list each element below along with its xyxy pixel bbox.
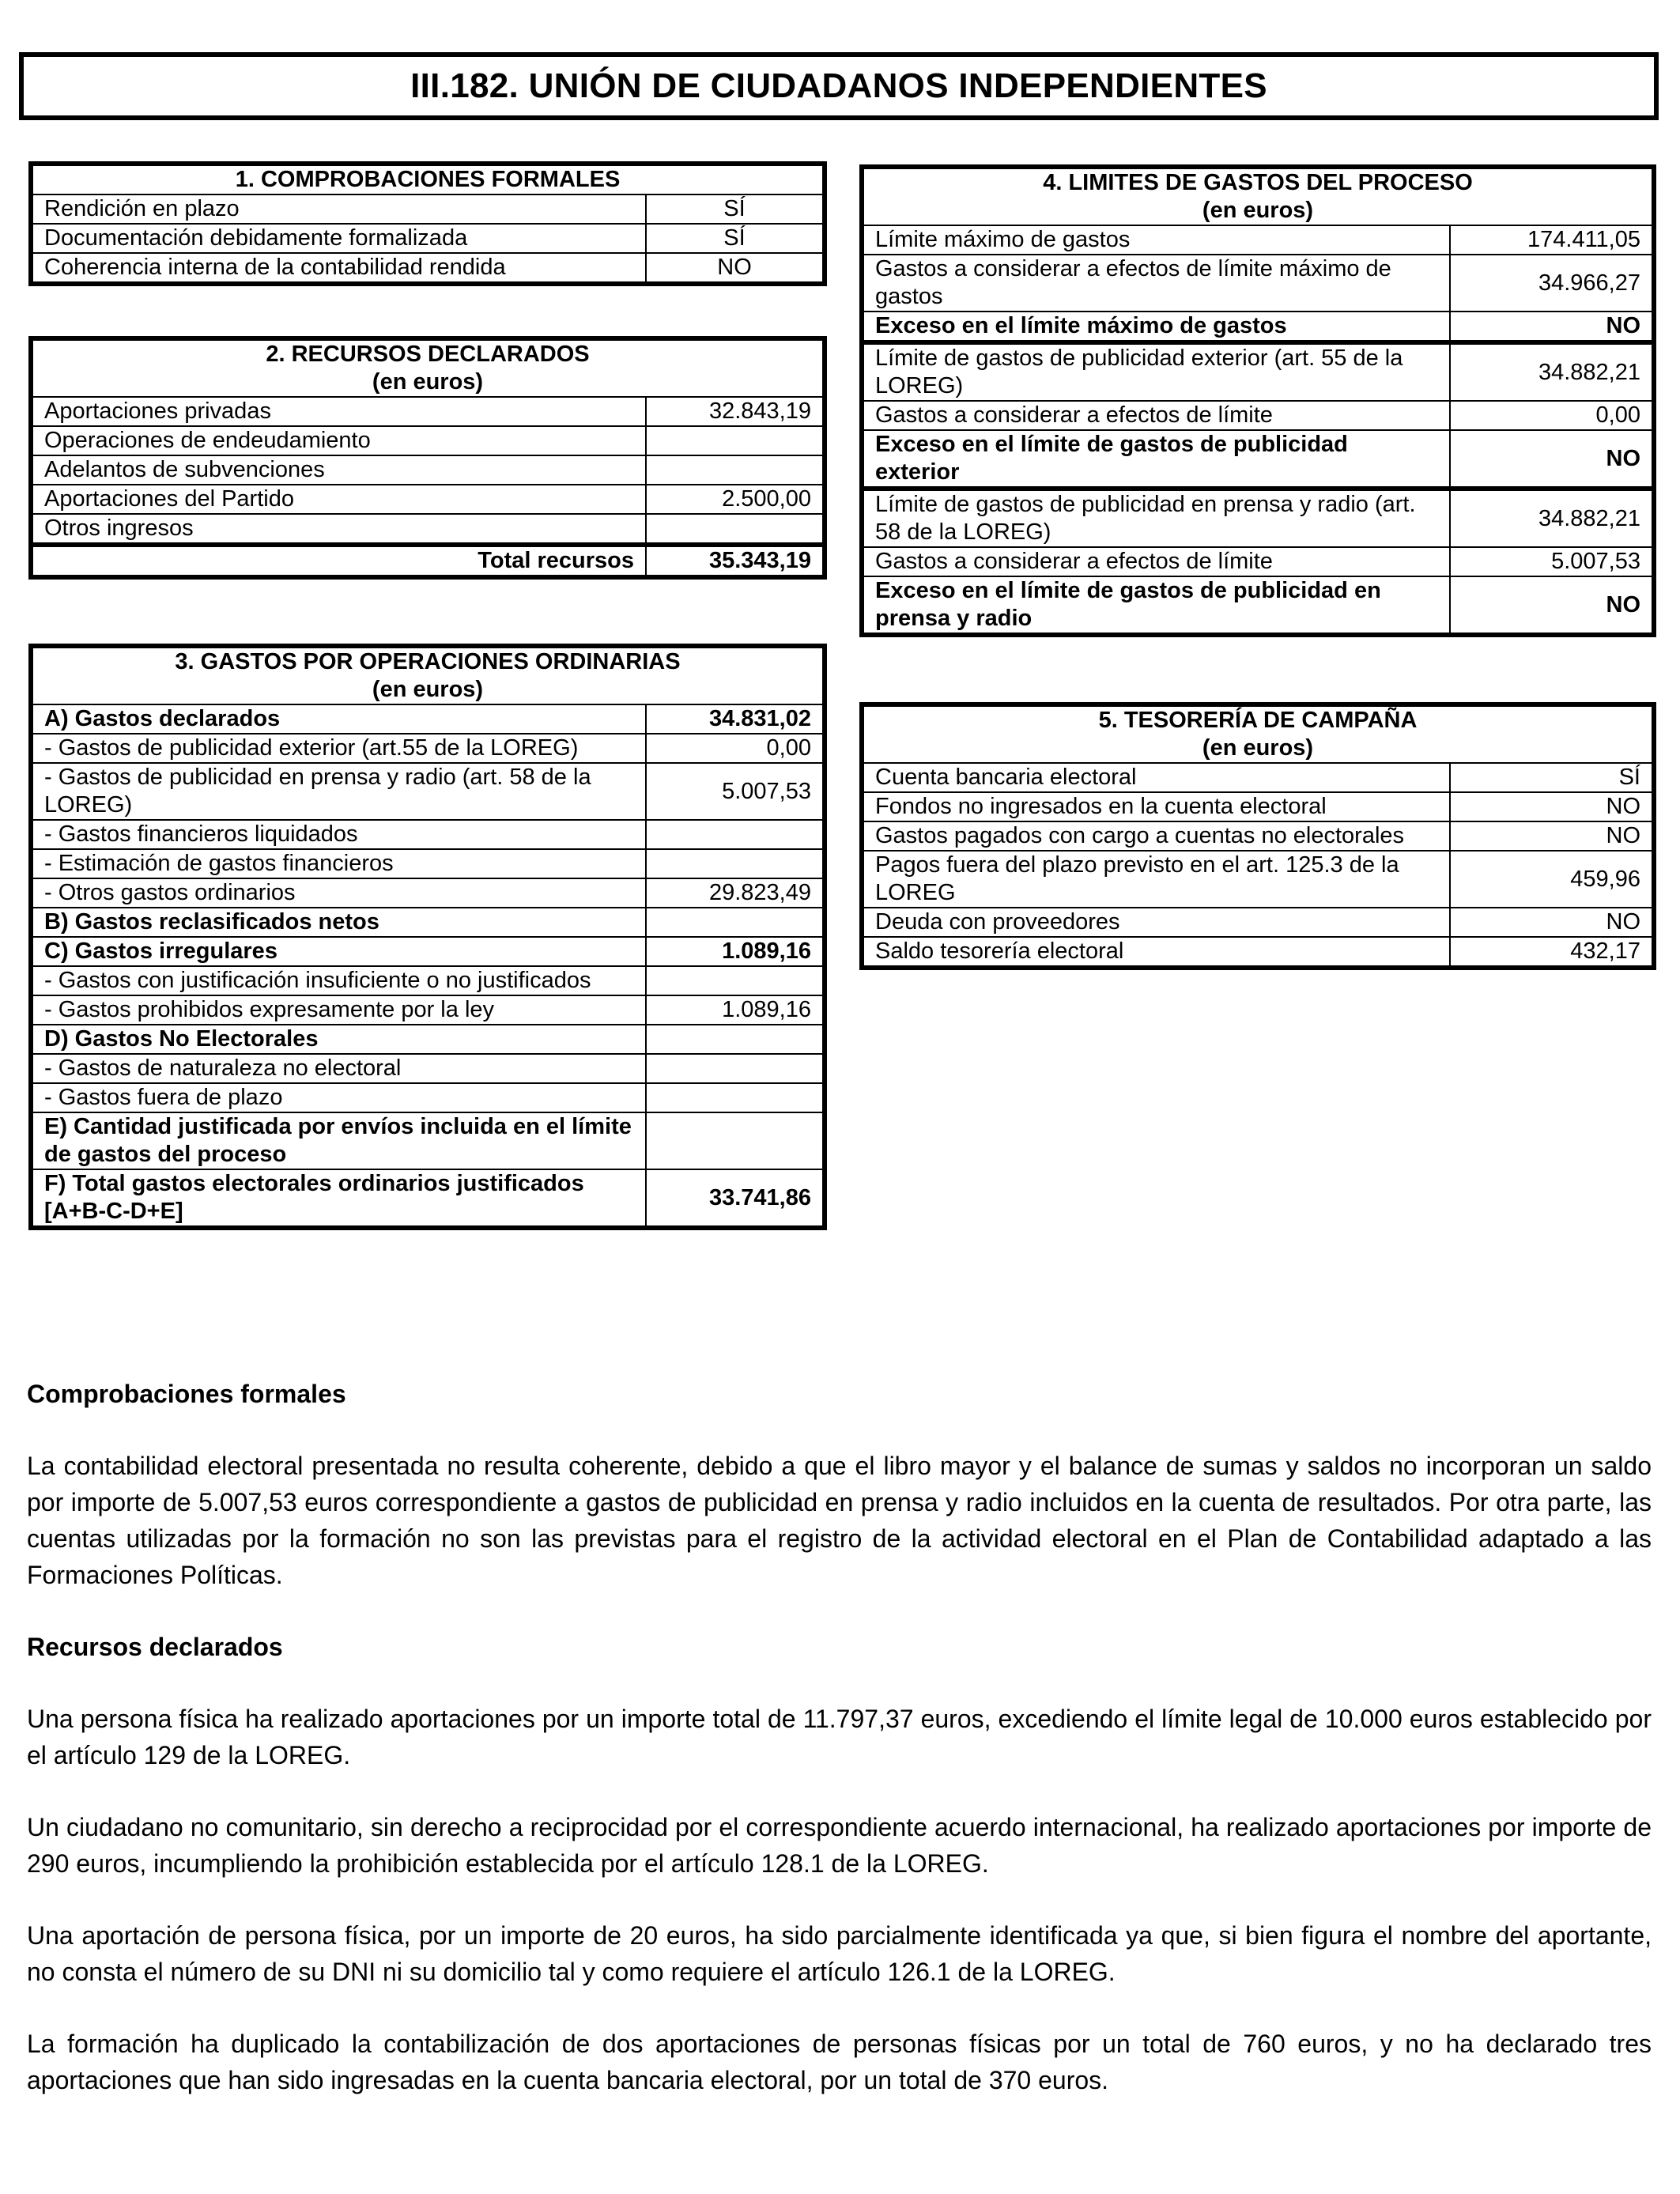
table-row: - Gastos con justificación insuficiente o no justificados xyxy=(31,966,825,995)
table-row: Otros ingresos xyxy=(31,514,825,545)
table-row: B) Gastos reclasificados netos xyxy=(31,908,825,937)
spending-limits-table xyxy=(859,164,1656,637)
campaign-treasury-table xyxy=(859,702,1656,970)
table-row: Documentación debidamente formalizada SÍ xyxy=(31,224,825,253)
formal-checks-table xyxy=(28,161,827,286)
table-row: Gastos a considerar a efectos de límite 5.007,53 xyxy=(862,547,1654,576)
paragraph: Una persona física ha realizado aportaciones por un importe total de 11.797,37 euros, excediendo el límite legal de 10.000 euros establecido por el artículo 129 de la LOREG. xyxy=(27,1705,1652,1769)
table-row: Gastos a considerar a efectos de límite 0,00 xyxy=(862,401,1654,430)
table-row: Aportaciones del Partido 2.500,00 xyxy=(31,485,825,514)
table-row: D) Gastos No Electorales xyxy=(31,1025,825,1054)
declared-resources-table xyxy=(28,336,827,580)
table-header: 4. LIMITES DE GASTOS DEL PROCESO (en euros) xyxy=(862,167,1654,225)
table-row: Exceso en el límite de gastos de publicidad exterior NO xyxy=(862,430,1654,489)
table-row: - Gastos fuera de plazo xyxy=(31,1083,825,1112)
table-header: 3. GASTOS POR OPERACIONES ORDINARIAS (en euros) xyxy=(31,646,825,704)
table-row: Cuenta bancaria electoral SÍ xyxy=(862,763,1654,792)
table-row: A) Gastos declarados 34.831,02 xyxy=(31,704,825,734)
paragraph: La contabilidad electoral presentada no resulta coherente, debido a que el libro mayor y el balance de sumas y saldos no incorporan un saldo por importe de 5.007,53 euros correspondiente a gastos de publicidad en prensa y radio incluidos en la cuenta de resultados. Por otra parte, las cuentas utilizadas por la formación no son las previstas para el registro de la actividad electoral en el Plan de Contabilidad adaptado a las Formaciones Políticas. xyxy=(27,1452,1652,1589)
paragraph: Un ciudadano no comunitario, sin derecho a reciprocidad por el correspondiente acuerdo internacional, ha realizado aportaciones por importe de 290 euros, incumpliendo la prohibición establecida por el artículo 128.1 de la LOREG. xyxy=(27,1813,1652,1878)
table-row: Aportaciones privadas 32.843,19 xyxy=(31,397,825,426)
paragraph: La formación ha duplicado la contabilización de dos aportaciones de personas físicas por un total de 760 euros, y no ha declarado tres aportaciones que han sido ingresadas en la cuenta bancaria electoral, por un total de 370 euros. xyxy=(27,2030,1652,2094)
paragraph: Una aportación de persona física, por un importe de 20 euros, ha sido parcialmente identificada ya que, si bien figura el nombre del aportante, no consta el número de su DNI ni su domicilio tal y como requiere el artículo 126.1 de la LOREG. xyxy=(27,1921,1652,1986)
table-header: 5. TESORERÍA DE CAMPAÑA (en euros) xyxy=(862,704,1654,763)
table-row: - Gastos de publicidad exterior (art.55 de la LOREG) 0,00 xyxy=(31,734,825,763)
table-row: Límite de gastos de publicidad exterior (art. 55 de la LOREG) 34.882,21 xyxy=(862,342,1654,401)
table-row: Exceso en el límite máximo de gastos NO xyxy=(862,312,1654,342)
table-row: - Gastos financieros liquidados xyxy=(31,820,825,849)
table-row: Fondos no ingresados en la cuenta electoral NO xyxy=(862,792,1654,821)
section-heading: Comprobaciones formales xyxy=(27,1380,346,1408)
table-row: - Gastos prohibidos expresamente por la ley 1.089,16 xyxy=(31,995,825,1025)
table-row: Saldo tesorería electoral 432,17 xyxy=(862,937,1654,968)
table-row: C) Gastos irregulares 1.089,16 xyxy=(31,937,825,966)
table-header: 1. COMPROBACIONES FORMALES xyxy=(31,164,825,194)
table-row: Operaciones de endeudamiento xyxy=(31,426,825,455)
table-row: Gastos a considerar a efectos de límite máximo de gastos 34.966,27 xyxy=(862,255,1654,312)
table-row: Coherencia interna de la contabilidad rendida NO xyxy=(31,253,825,284)
section-heading: Recursos declarados xyxy=(27,1633,283,1661)
findings-text xyxy=(27,1376,1652,2134)
table-row: Deuda con proveedores NO xyxy=(862,908,1654,937)
table-row: - Gastos de naturaleza no electoral xyxy=(31,1054,825,1083)
table-row: Límite máximo de gastos 174.411,05 xyxy=(862,225,1654,255)
table-row: Gastos pagados con cargo a cuentas no electorales NO xyxy=(862,821,1654,851)
ordinary-expenses-table xyxy=(28,644,827,1230)
table-row: - Otros gastos ordinarios 29.823,49 xyxy=(31,878,825,908)
table-row: Adelantos de subvenciones xyxy=(31,455,825,485)
table-row: - Estimación de gastos financieros xyxy=(31,849,825,878)
total-row: Total recursos 35.343,19 xyxy=(31,545,825,577)
table-row: Exceso en el límite de gastos de publicidad en prensa y radio NO xyxy=(862,576,1654,635)
table-row: E) Cantidad justificada por envíos incluida en el límite de gastos del proceso xyxy=(31,1112,825,1169)
page-title: III.182. UNIÓN DE CIUDADANOS INDEPENDIENTES xyxy=(19,52,1659,120)
table-row: F) Total gastos electorales ordinarios justificados [A+B-C-D+E] 33.741,86 xyxy=(31,1169,825,1228)
table-header: 2. RECURSOS DECLARADOS (en euros) xyxy=(31,338,825,397)
table-row: Límite de gastos de publicidad en prensa y radio (art. 58 de la LOREG) 34.882,21 xyxy=(862,489,1654,547)
table-row: - Gastos de publicidad en prensa y radio (art. 58 de la LOREG) 5.007,53 xyxy=(31,763,825,820)
table-row: Pagos fuera del plazo previsto en el art. 125.3 de la LOREG 459,96 xyxy=(862,851,1654,908)
table-row: Rendición en plazo SÍ xyxy=(31,194,825,224)
